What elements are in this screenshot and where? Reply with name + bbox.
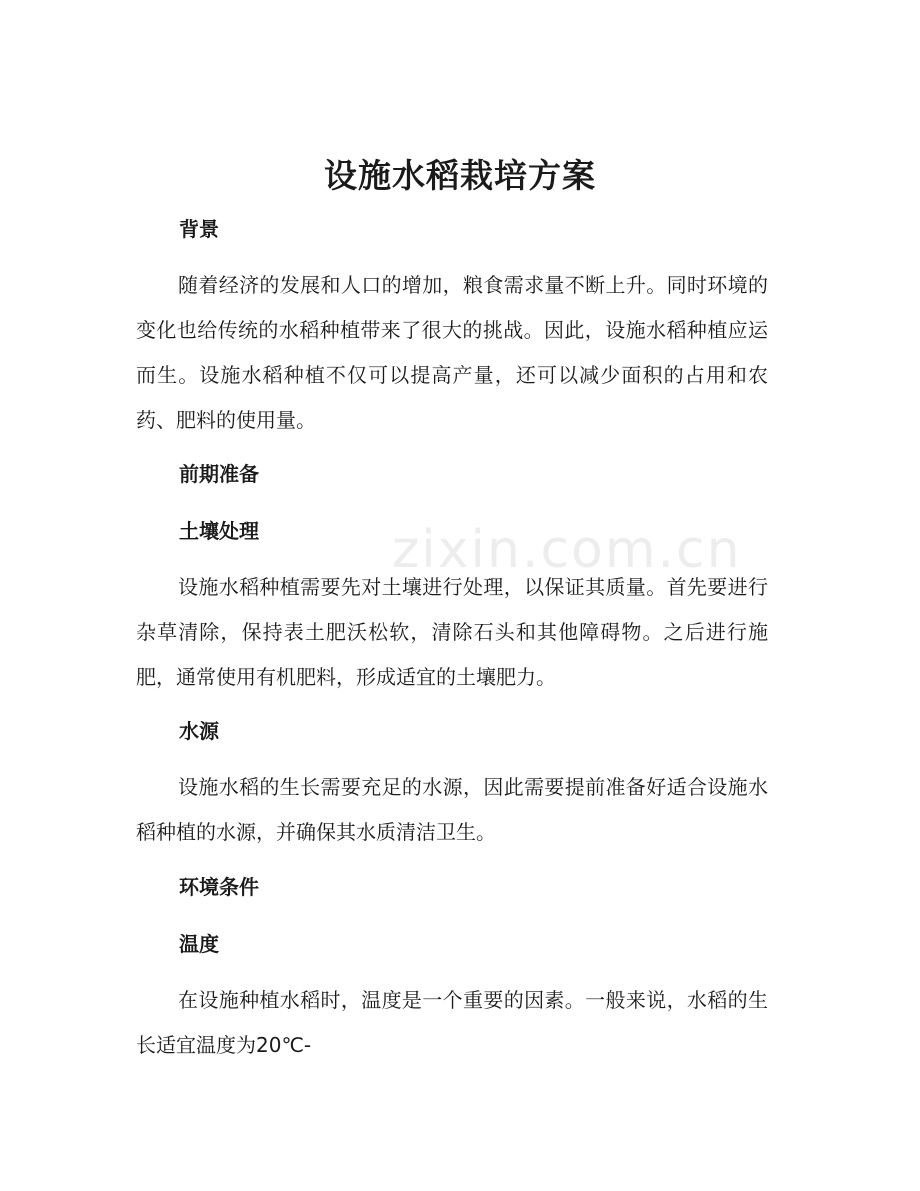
document-title: 设施水稻栽培方案 [324,156,596,195]
heading-soil-treatment: 土壤处理 [179,519,259,543]
heading-water-source: 水源 [179,719,219,743]
paragraph-temperature: 在设施种植水稻时，温度是一个重要的因素。一般来说，水稻的生长适宜温度为20℃- [136,988,768,1057]
watermark: zixin.com.cn [392,520,742,580]
heading-preparation: 前期准备 [179,462,259,486]
paragraph-soil-treatment: 设施水稻种植需要先对土壤进行处理，以保证其质量。首先要进行杂草清除，保持表土肥沃松软，清除石头和其他障碍物。之后进行施肥，通常使用有机肥料，形成适宜的土壤肥力。 [136,575,768,689]
heading-environment: 环境条件 [179,875,259,899]
paragraph-background: 随着经济的发展和人口的增加，粮食需求量不断上升。同时环境的变化也给传统的水稻种植带来了很大的挑战。因此，设施水稻种植应运而生。设施水稻种植不仅可以提高产量，还可以减少面积的占用和农药、肥料的使用量。 [136,273,768,432]
heading-temperature: 温度 [179,932,219,956]
paragraph-water-source: 设施水稻的生长需要充足的水源，因此需要提前准备好适合设施水稻种植的水源，并确保其水质清洁卫生。 [136,775,768,844]
heading-background: 背景 [179,217,219,241]
